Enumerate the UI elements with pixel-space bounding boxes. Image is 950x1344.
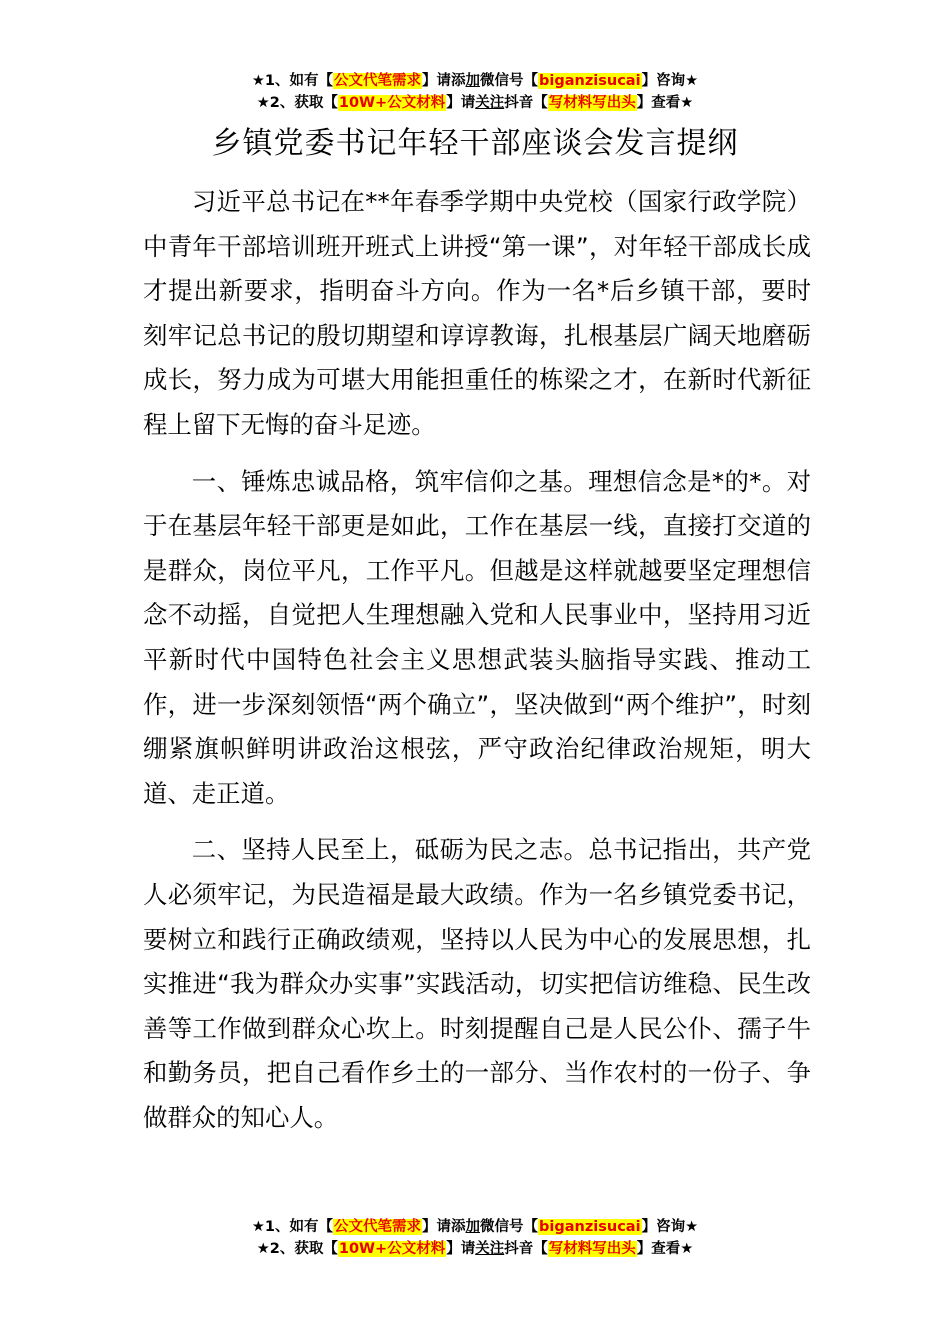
promo-text: 微信号【	[480, 1219, 539, 1235]
promo-text: 】请添	[422, 73, 466, 89]
promo-line-1	[0, 1216, 950, 1238]
promo-text: ★1、如有【	[251, 1219, 334, 1235]
footer-promo-banner	[0, 1216, 950, 1260]
materials-highlight: 10W+公文材料	[338, 1241, 446, 1257]
paragraph-section-1: 一、锤炼忠诚品格，筑牢信仰之基。理想信念是*的*。对于在基层年轻干部更是如此，工作在基层一线，直接打交道的是群众，岗位平凡，工作平凡。但越是这样就越要坚定理想信念不动摇，自觉把人生理想融入党和人民事业中，坚持用习近平新时代中国特色社会主义思想武装头脑指导实践、推动工作，进一步深刻领悟“两个确立”，坚决做到“两个维护”，时刻绷紧旗帜鲜明讲政治这根弦，严守政治纪律政治规矩，明大道、走正道。	[143, 466, 811, 808]
promo-text: 抖音【	[504, 95, 548, 111]
promo-text-underlined: 关注	[475, 1241, 505, 1257]
promo-text: 】请	[446, 1241, 476, 1257]
promo-text: ★2、获取【	[256, 95, 338, 111]
document-title: 乡镇党委书记年轻干部座谈会发言提纲	[211, 126, 739, 161]
promo-text: 】请添	[422, 1219, 466, 1235]
document-body	[143, 180, 811, 1152]
douyin-id-highlight: 写材料写出头	[548, 95, 636, 111]
promo-line-2	[0, 92, 950, 114]
promo-text-underlined: 加	[465, 73, 481, 89]
header-promo-banner	[0, 70, 950, 114]
douyin-id-highlight: 写材料写出头	[548, 1241, 636, 1257]
promo-text: 微信号【	[480, 73, 539, 89]
wechat-id-highlight: biganzisucai	[539, 73, 641, 89]
promo-text: ★1、如有【	[251, 73, 334, 89]
promo-text: 】咨询★	[641, 1219, 699, 1235]
promo-line-2	[0, 1238, 950, 1260]
promo-text: ★2、获取【	[256, 1241, 338, 1257]
promo-line-1	[0, 70, 950, 92]
promo-text: 抖音【	[504, 1241, 548, 1257]
wechat-id-highlight: biganzisucai	[539, 1219, 641, 1235]
promo-text-underlined: 加	[465, 1219, 481, 1235]
promo-text: 】请	[446, 95, 476, 111]
service-highlight: 公文代笔需求	[334, 73, 422, 89]
promo-text: 】查看★	[636, 1241, 694, 1257]
promo-text-underlined: 关注	[475, 95, 505, 111]
paragraph-section-2: 二、坚持人民至上，砥砺为民之志。总书记指出，共产党人必须牢记，为民造福是最大政绩。作为一名乡镇党委书记，要树立和践行正确政绩观，坚持以人民为中心的发展思想，扎实推进“我为群众办实事”实践活动，切实把信访维稳、民生改善等工作做到群众心坎上。时刻提醒自己是人民公仆、孺子牛和勤务员，把自己看作乡土的一部分、当作农村的一份子、争做群众的知心人。	[143, 835, 811, 1132]
materials-highlight: 10W+公文材料	[338, 95, 446, 111]
promo-text: 】咨询★	[641, 73, 699, 89]
promo-text: 】查看★	[636, 95, 694, 111]
service-highlight: 公文代笔需求	[334, 1219, 422, 1235]
paragraph-intro: 习近平总书记在**年春季学期中央党校（国家行政学院）中青年干部培训班开班式上讲授“第一课”，对年轻干部成长成才提出新要求，指明奋斗方向。作为一名*后乡镇干部，要时刻牢记总书记的殷切期望和谆谆教诲，扎根基层广阔天地磨砺成长，努力成为可堪大用能担重任的栋梁之才，在新时代新征程上留下无悔的奋斗足迹。	[143, 187, 811, 439]
